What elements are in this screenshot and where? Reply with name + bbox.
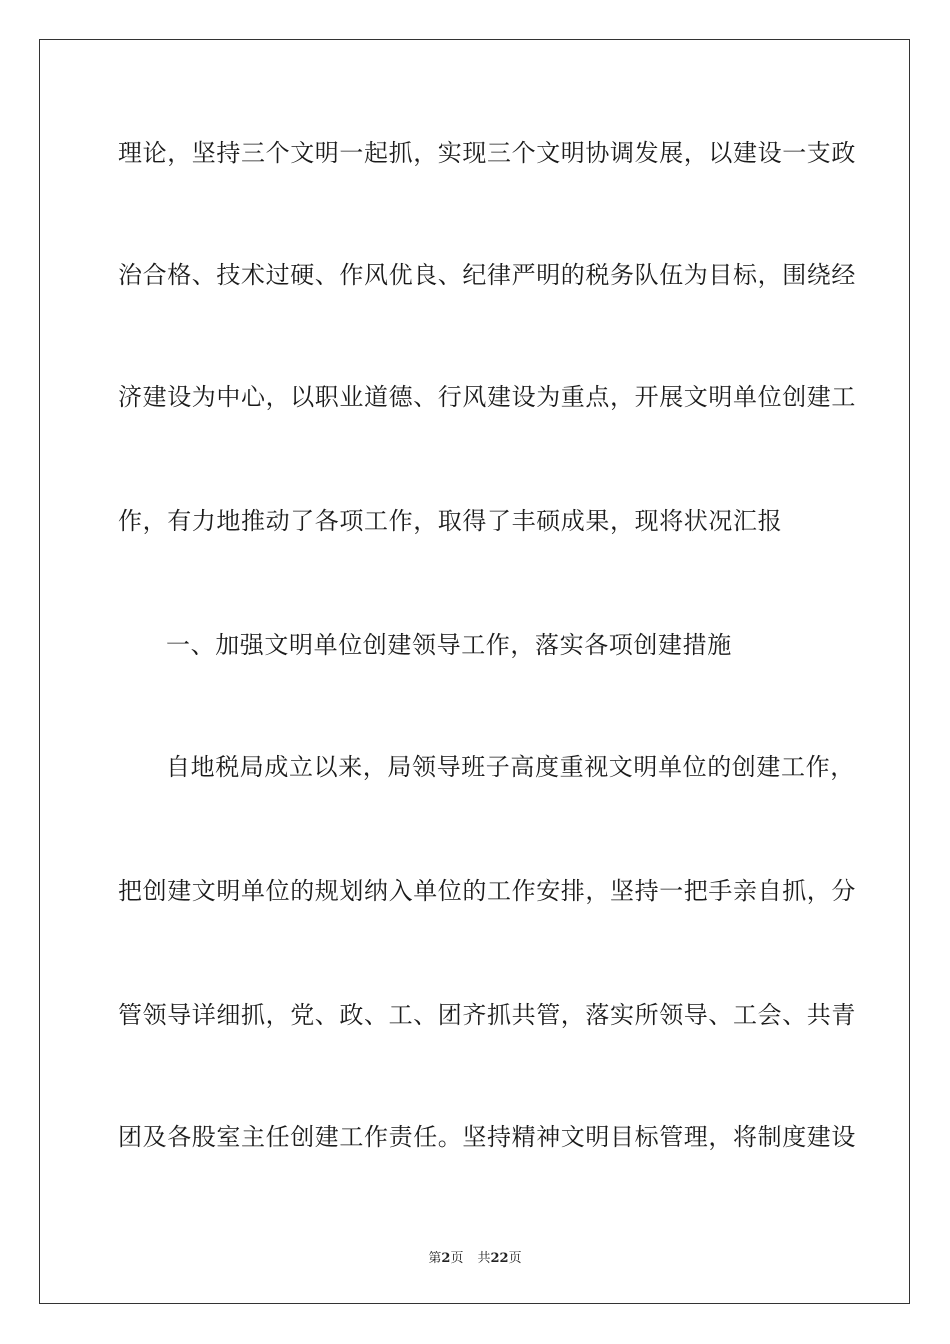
- footer-total-pages: 22: [490, 1251, 509, 1266]
- body-text-line-1: 理论，坚持三个文明一起抓，实现三个文明协调发展，以建设一支政: [118, 139, 856, 167]
- footer-total-suffix: 页: [508, 1251, 522, 1266]
- body-text-line-5: 自地税局成立以来，局领导班子高度重视文明单位的创建工作，: [166, 753, 855, 781]
- footer-page-prefix: 第: [428, 1251, 442, 1266]
- body-text-line-2: 治合格、技术过硬、作风优良、纪律严明的税务队伍为目标，围绕经: [118, 261, 856, 289]
- footer-page-suffix: 页: [450, 1251, 464, 1266]
- body-text-line-8: 团及各股室主任创建工作责任。坚持精神文明目标管理，将制度建设: [118, 1123, 856, 1151]
- footer-page-number: 2: [441, 1251, 451, 1266]
- body-text-line-7: 管领导详细抓，党、政、工、团齐抓共管，落实所领导、工会、共青: [118, 1001, 856, 1029]
- page-footer: [0, 1247, 950, 1266]
- section-heading: 一、加强文明单位创建领导工作，落实各项创建措施: [166, 631, 732, 659]
- page-border: [39, 39, 910, 1304]
- body-text-line-6: 把创建文明单位的规划纳入单位的工作安排，坚持一把手亲自抓，分: [118, 877, 856, 905]
- body-text-line-3: 济建设为中心，以职业道德、行风建设为重点，开展文明单位创建工: [118, 383, 856, 411]
- body-text-line-4: 作，有力地推动了各项工作，取得了丰硕成果，现将状况汇报: [118, 507, 783, 535]
- footer-total-prefix: 共: [477, 1251, 491, 1266]
